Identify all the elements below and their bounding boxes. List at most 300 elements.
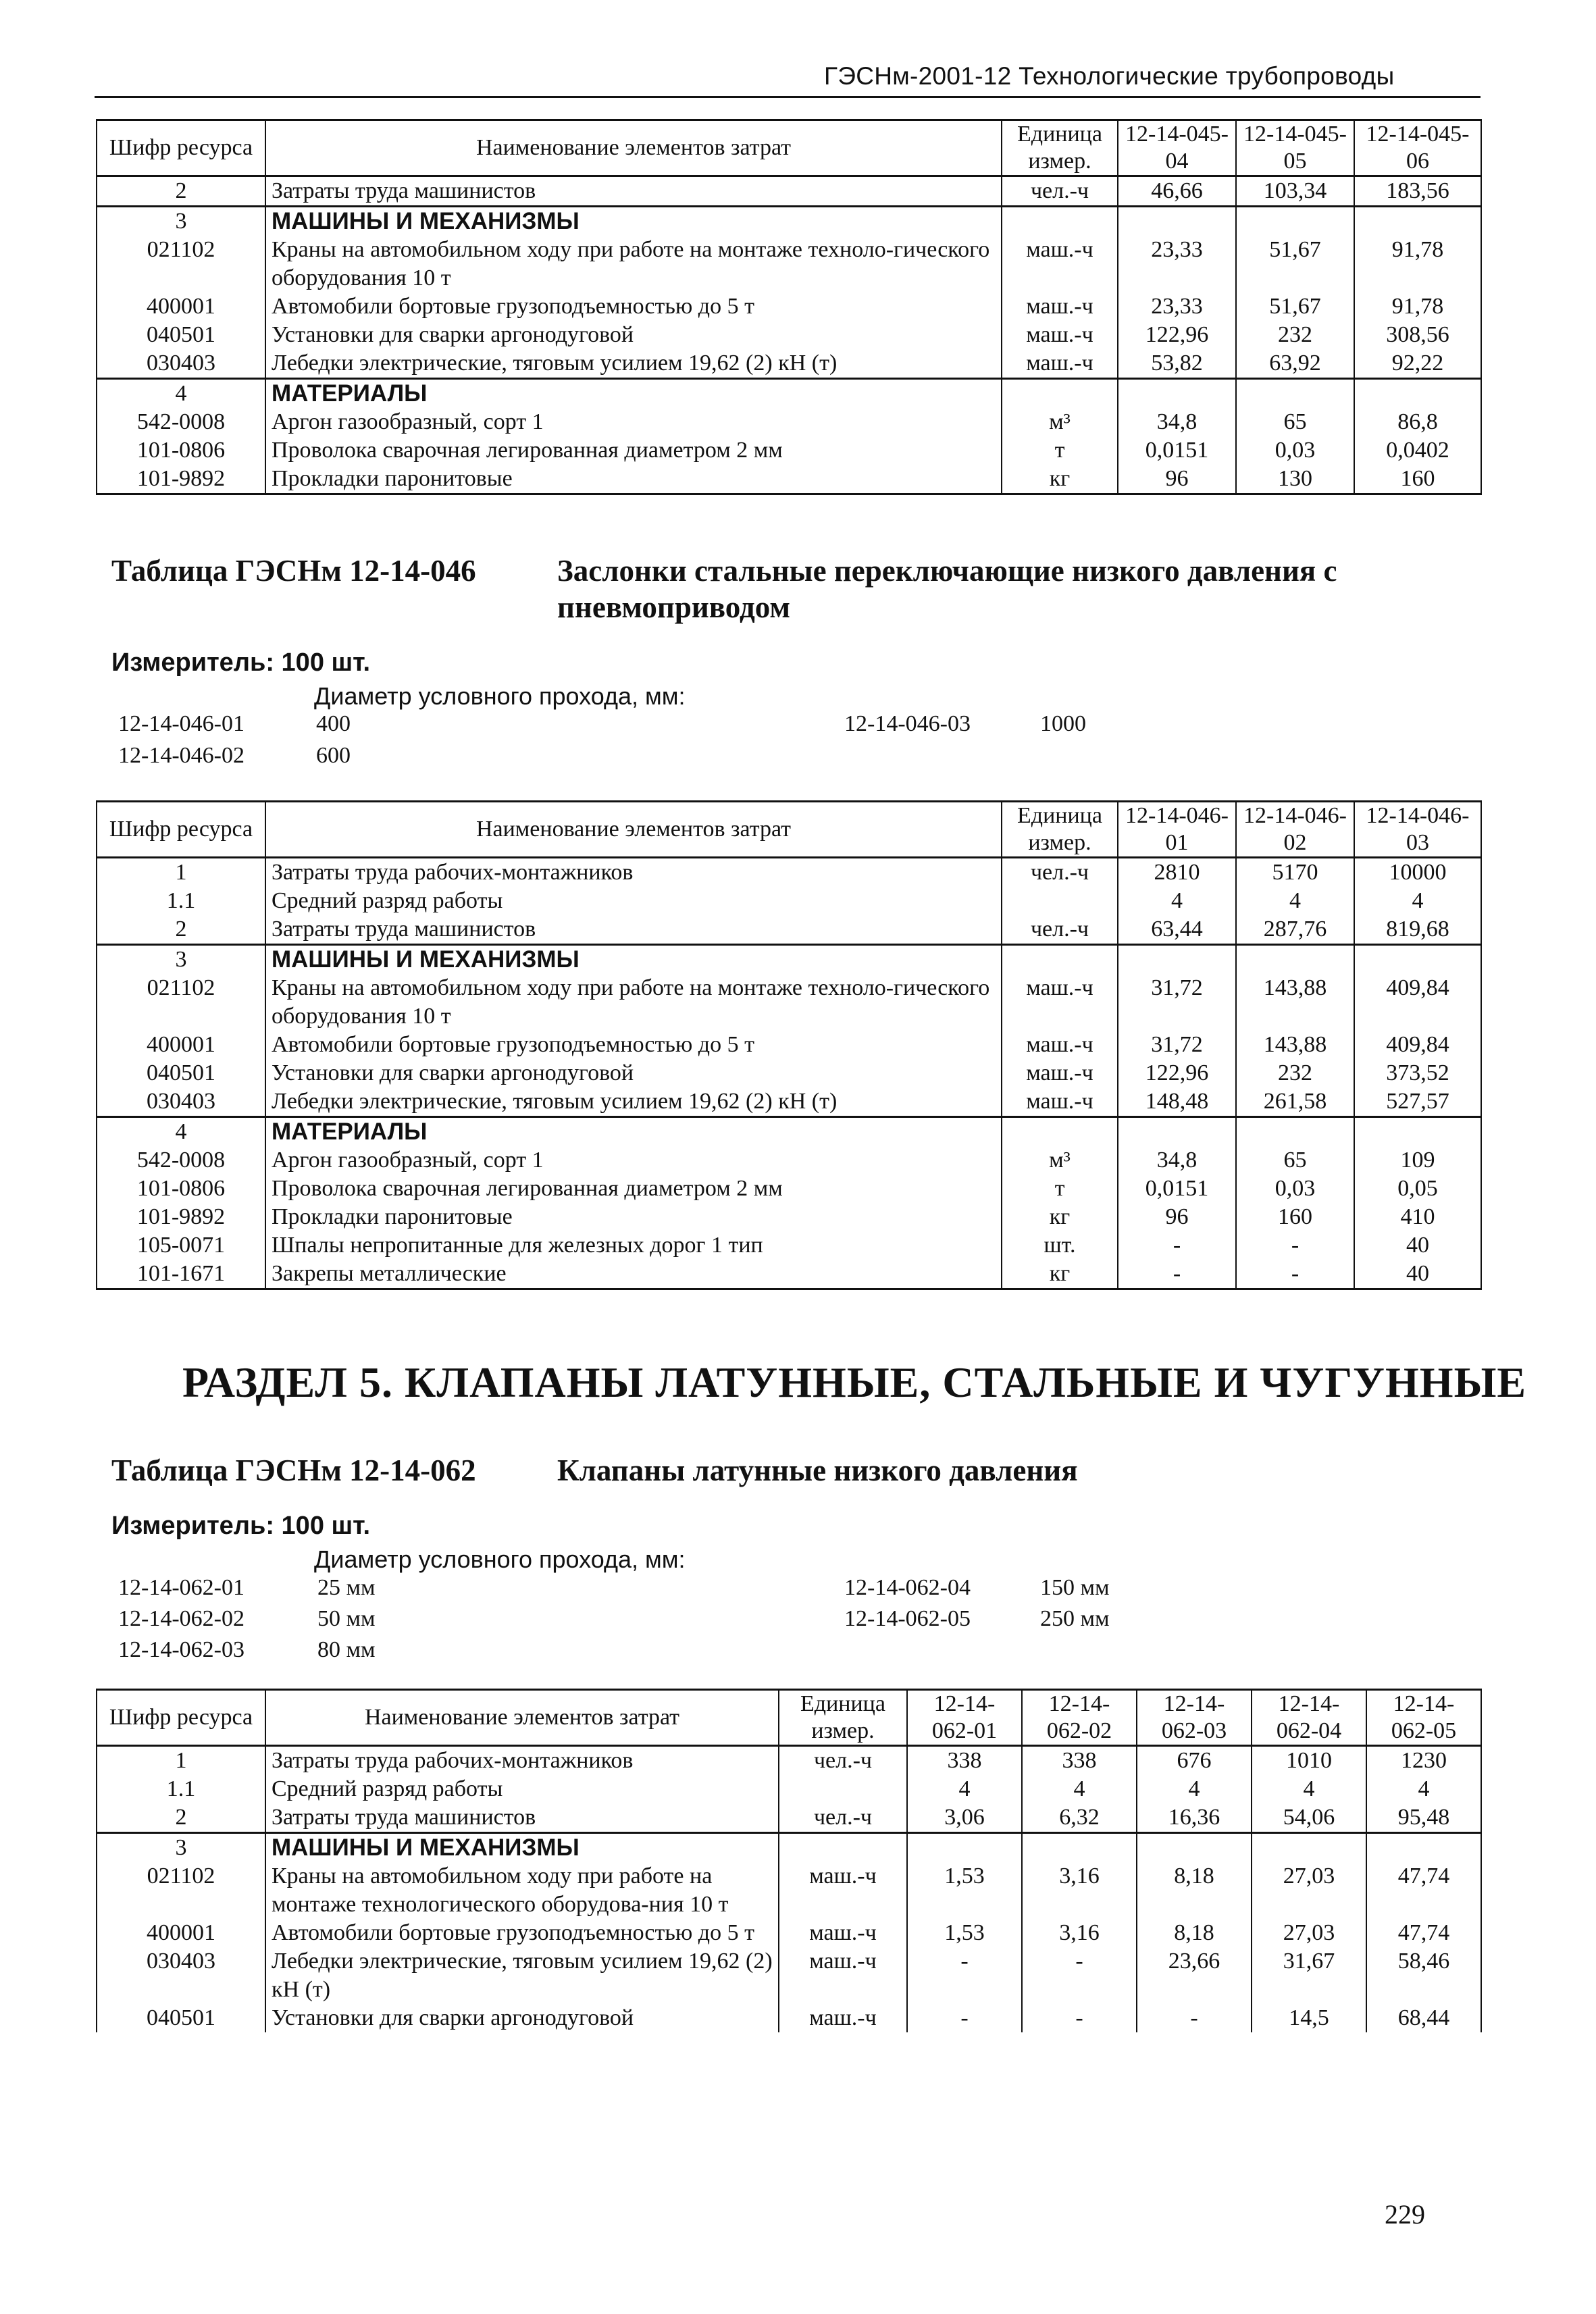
cell-value: 122,96 [1118, 1059, 1236, 1087]
cell-unit [779, 1775, 907, 1803]
cell-unit: маш.-ч [779, 1919, 907, 1947]
cell-unit: т [1002, 1175, 1118, 1203]
cell-code: 542-0008 [97, 1146, 265, 1175]
table-row [97, 321, 1481, 349]
cell-name: Краны на автомобильном ходу при работе на монтаже технологического оборудова-ния 10 т [265, 1862, 779, 1919]
cell-value [1252, 1833, 1366, 1863]
cell-code: 101-9892 [97, 1203, 265, 1231]
cell-value: 96 [1118, 1203, 1236, 1231]
table-row [97, 2004, 1481, 2032]
cell-value [1354, 379, 1481, 409]
table-row [97, 887, 1481, 915]
cell-value [1022, 1833, 1137, 1863]
code-line [844, 711, 971, 737]
cell-value: 27,03 [1252, 1862, 1366, 1919]
cell-value: 5170 [1236, 858, 1354, 888]
cell-value: 4 [907, 1775, 1022, 1803]
cell-value: 86,8 [1354, 408, 1481, 436]
cell-unit: маш.-ч [779, 2004, 907, 2032]
cell-value: 65 [1236, 408, 1354, 436]
cell-value: 819,68 [1354, 915, 1481, 945]
cell-code: 101-0806 [97, 1175, 265, 1203]
cell-unit [1002, 207, 1118, 236]
table-row [97, 176, 1481, 207]
cell-value: 676 [1137, 1746, 1252, 1776]
cell-value: 47,74 [1366, 1919, 1481, 1947]
cell-value: 6,32 [1022, 1803, 1137, 1833]
cell-unit: кг [1002, 1260, 1118, 1289]
cell-value: 51,67 [1236, 292, 1354, 321]
cell-value: 1,53 [907, 1919, 1022, 1947]
cell-value: 14,5 [1252, 2004, 1366, 2032]
cell-value [1118, 207, 1236, 236]
cell-value [1236, 207, 1354, 236]
code: 12-14-046-01 [118, 711, 244, 736]
cell-value: 4 [1137, 1775, 1252, 1803]
cell-value: 91,78 [1354, 292, 1481, 321]
code-value: 50 мм [317, 1606, 376, 1631]
cell-code: 021102 [97, 236, 265, 292]
cell-value: 0,03 [1236, 436, 1354, 465]
table-062-measure [111, 1512, 370, 1541]
cell-unit: чел.-ч [779, 1746, 907, 1776]
cell-value: 308,56 [1354, 321, 1481, 349]
cell-value [1118, 1117, 1236, 1147]
cell-name: МАШИНЫ И МЕХАНИЗМЫ [265, 945, 1002, 975]
cell-value: 8,18 [1137, 1862, 1252, 1919]
cell-name: Проволока сварочная легированная диаметром 2 мм [265, 1175, 1002, 1203]
code: 12-14-062-05 [844, 1606, 971, 1631]
cell-code: 400001 [97, 292, 265, 321]
column-header-col: 12-14-046-01 [1118, 802, 1236, 858]
cell-value: 4 [1354, 887, 1481, 915]
cell-value: 261,58 [1236, 1087, 1354, 1117]
cell-value: 34,8 [1118, 1146, 1236, 1175]
column-header-name: Наименование элементов затрат [265, 802, 1002, 858]
column-header-col: 12-14-045-05 [1236, 120, 1354, 176]
cell-unit: маш.-ч [1002, 1087, 1118, 1117]
cell-value [1236, 945, 1354, 975]
cell-value: 40 [1354, 1231, 1481, 1260]
cell-value [1118, 379, 1236, 409]
cell-value: 1230 [1366, 1746, 1481, 1776]
cell-value: 103,34 [1236, 176, 1354, 207]
cell-value: 58,46 [1366, 1947, 1481, 2004]
cell-value: 96 [1118, 465, 1236, 494]
cell-value: 46,66 [1118, 176, 1236, 207]
table-row [97, 436, 1481, 465]
table-046-title [111, 552, 1496, 625]
table-046-label: Таблица ГЭСНм 12-14-046 [111, 554, 476, 588]
code-value: 80 мм [317, 1637, 376, 1662]
cell-unit: м³ [1002, 1146, 1118, 1175]
cell-value: 0,0402 [1354, 436, 1481, 465]
cell-unit: чел.-ч [1002, 858, 1118, 888]
cell-name: Краны на автомобильном ходу при работе на монтаже техноло-гического оборудования 10 т [265, 974, 1002, 1031]
column-header-col: 12-14-062-01 [907, 1690, 1022, 1746]
code-value: 150 мм [1040, 1575, 1110, 1600]
table-row [97, 1919, 1481, 1947]
cell-value: 54,06 [1252, 1803, 1366, 1833]
cell-value: 160 [1354, 465, 1481, 494]
cell-code: 3 [97, 207, 265, 236]
cell-value [1366, 1833, 1481, 1863]
table-row [97, 207, 1481, 236]
cell-value: 63,44 [1118, 915, 1236, 945]
cell-value: - [1022, 2004, 1137, 2032]
cell-code: 400001 [97, 1919, 265, 1947]
page-header: ГЭСНм-2001-12 Технологические трубопроводы [824, 62, 1395, 90]
measure-label: Измеритель: [111, 1512, 274, 1540]
cell-name: Шпалы непропитанные для железных дорог 1 тип [265, 1231, 1002, 1260]
cell-code: 1.1 [97, 1775, 265, 1803]
cell-value: 34,8 [1118, 408, 1236, 436]
cell-unit: маш.-ч [779, 1947, 907, 2004]
cell-unit: маш.-ч [1002, 321, 1118, 349]
cell-value: 287,76 [1236, 915, 1354, 945]
table-row [97, 1031, 1481, 1059]
table-row [97, 1117, 1481, 1147]
cell-value: 338 [907, 1746, 1022, 1776]
cell-value: - [1236, 1231, 1354, 1260]
cell-value: 4 [1118, 887, 1236, 915]
column-header-code: Шифр ресурса [97, 802, 265, 858]
table-062 [96, 1689, 1482, 2032]
cell-value: 122,96 [1118, 321, 1236, 349]
table-row [97, 1833, 1481, 1863]
cell-code: 1 [97, 858, 265, 888]
cell-value: 65 [1236, 1146, 1354, 1175]
table-row [97, 974, 1481, 1031]
cell-value [1354, 207, 1481, 236]
cell-name: Затраты труда рабочих-монтажников [265, 858, 1002, 888]
cell-value: - [1137, 2004, 1252, 2032]
cell-name: Прокладки паронитовые [265, 465, 1002, 494]
cell-value [1236, 379, 1354, 409]
cell-value [1236, 1117, 1354, 1147]
cell-value: 1,53 [907, 1862, 1022, 1919]
cell-value: 0,0151 [1118, 1175, 1236, 1203]
cell-value [1354, 945, 1481, 975]
cell-value: 95,48 [1366, 1803, 1481, 1833]
cell-value [1137, 1833, 1252, 1863]
column-header-col: 12-14-046-02 [1236, 802, 1354, 858]
table-046-name: Заслонки стальные переключающие низкого давления с пневмоприводом [557, 554, 1337, 624]
cell-unit [1002, 379, 1118, 409]
cell-name: МАТЕРИАЛЫ [265, 1117, 1002, 1147]
cell-value: 410 [1354, 1203, 1481, 1231]
cell-code: 040501 [97, 1059, 265, 1087]
cell-name: Затраты труда машинистов [265, 176, 1002, 207]
cell-value: 0,0151 [1118, 436, 1236, 465]
cell-name: Лебедки электрические, тяговым усилием 19,62 (2) кН (т) [265, 1087, 1002, 1117]
cell-value: 3,16 [1022, 1862, 1137, 1919]
cell-value: - [1118, 1231, 1236, 1260]
cell-code: 2 [97, 915, 265, 945]
cell-name: Установки для сварки аргонодуговой [265, 321, 1002, 349]
cell-value: 183,56 [1354, 176, 1481, 207]
cell-value: 47,74 [1366, 1862, 1481, 1919]
cell-value: 68,44 [1366, 2004, 1481, 2032]
table-row [97, 292, 1481, 321]
code: 12-14-062-02 [118, 1606, 244, 1631]
cell-code: 040501 [97, 321, 265, 349]
page-number: 229 [1385, 2199, 1425, 2230]
table-header-row [97, 802, 1481, 858]
cell-value: 31,72 [1118, 1031, 1236, 1059]
cell-code: 2 [97, 1803, 265, 1833]
cell-value: 160 [1236, 1203, 1354, 1231]
code: 12-14-062-04 [844, 1575, 971, 1600]
cell-value: 40 [1354, 1260, 1481, 1289]
column-header-code: Шифр ресурса [97, 120, 265, 176]
cell-code: 1 [97, 1746, 265, 1776]
cell-code: 105-0071 [97, 1231, 265, 1260]
table-062-label: Таблица ГЭСНм 12-14-062 [111, 1454, 476, 1487]
code: 12-14-062-03 [118, 1637, 244, 1662]
cell-value: 143,88 [1236, 1031, 1354, 1059]
cell-value: 0,03 [1236, 1175, 1354, 1203]
cell-value [1118, 945, 1236, 975]
column-header-col: 12-14-046-03 [1354, 802, 1481, 858]
cell-unit: маш.-ч [1002, 974, 1118, 1031]
column-header-col: 12-14-062-03 [1137, 1690, 1252, 1746]
cell-code: 040501 [97, 2004, 265, 2032]
table-row [97, 1175, 1481, 1203]
cell-unit [1002, 887, 1118, 915]
cell-code: 101-1671 [97, 1260, 265, 1289]
cell-code: 1.1 [97, 887, 265, 915]
code-value: 400 [316, 711, 351, 736]
cell-code: 542-0008 [97, 408, 265, 436]
table-row [97, 1947, 1481, 2004]
code-line [118, 711, 244, 737]
cell-name: Закрепы металлические [265, 1260, 1002, 1289]
cell-name: Затраты труда рабочих-монтажников [265, 1746, 779, 1776]
cell-unit: маш.-ч [1002, 236, 1118, 292]
cell-value: 232 [1236, 1059, 1354, 1087]
cell-value: - [907, 2004, 1022, 2032]
cell-value: 4 [1236, 887, 1354, 915]
cell-value: 1010 [1252, 1746, 1366, 1776]
column-header-name: Наименование элементов затрат [265, 120, 1002, 176]
cell-value: 232 [1236, 321, 1354, 349]
diameter-caption: Диаметр условного прохода, мм: [314, 682, 686, 710]
table-046-measure [111, 648, 370, 677]
cell-value: 409,84 [1354, 1031, 1481, 1059]
code-value: 1000 [1040, 711, 1086, 736]
table-row [97, 1146, 1481, 1175]
table-row [97, 1775, 1481, 1803]
column-header-col: 12-14-062-02 [1022, 1690, 1137, 1746]
cell-value: 53,82 [1118, 349, 1236, 379]
cell-value: 27,03 [1252, 1919, 1366, 1947]
cell-code: 400001 [97, 1031, 265, 1059]
cell-name: Лебедки электрические, тяговым усилием 19,62 (2) кН (т) [265, 349, 1002, 379]
header-rule [95, 96, 1481, 98]
cell-unit: кг [1002, 1203, 1118, 1231]
cell-name: МАШИНЫ И МЕХАНИЗМЫ [265, 207, 1002, 236]
cell-name: Затраты труда машинистов [265, 1803, 779, 1833]
cell-name: Средний разряд работы [265, 887, 1002, 915]
cell-value: 0,05 [1354, 1175, 1481, 1203]
cell-name: МАШИНЫ И МЕХАНИЗМЫ [265, 1833, 779, 1863]
cell-value: 4 [1252, 1775, 1366, 1803]
cell-name: Аргон газообразный, сорт 1 [265, 408, 1002, 436]
cell-code: 030403 [97, 1947, 265, 2004]
table-062-name: Клапаны латунные низкого давления [557, 1454, 1078, 1487]
cell-value: 8,18 [1137, 1919, 1252, 1947]
cell-name: Затраты труда машинистов [265, 915, 1002, 945]
cell-code: 3 [97, 1833, 265, 1863]
cell-name: Автомобили бортовые грузоподъемностью до 5 т [265, 1919, 779, 1947]
table-row [97, 1803, 1481, 1833]
cell-value: - [1022, 1947, 1137, 2004]
cell-code: 101-9892 [97, 465, 265, 494]
column-header-name: Наименование элементов затрат [265, 1690, 779, 1746]
cell-code: 4 [97, 1117, 265, 1147]
cell-unit: маш.-ч [1002, 1031, 1118, 1059]
cell-name: Установки для сварки аргонодуговой [265, 1059, 1002, 1087]
cell-name: Аргон газообразный, сорт 1 [265, 1146, 1002, 1175]
table-row [97, 1087, 1481, 1117]
table-header-row [97, 1690, 1481, 1746]
cell-value: 3,06 [907, 1803, 1022, 1833]
cell-value: 143,88 [1236, 974, 1354, 1031]
column-header-unit: Единица измер. [779, 1690, 907, 1746]
table-row [97, 1059, 1481, 1087]
cell-value: 31,72 [1118, 974, 1236, 1031]
cell-value: - [907, 1947, 1022, 2004]
cell-value: 63,92 [1236, 349, 1354, 379]
table-row [97, 1203, 1481, 1231]
cell-name: Установки для сварки аргонодуговой [265, 2004, 779, 2032]
cell-unit [779, 1833, 907, 1863]
cell-value: 23,66 [1137, 1947, 1252, 2004]
code-value: 600 [316, 743, 351, 768]
code-value: 250 мм [1040, 1606, 1110, 1631]
cell-value: 409,84 [1354, 974, 1481, 1031]
column-header-col: 12-14-045-06 [1354, 120, 1481, 176]
table-row [97, 349, 1481, 379]
cell-unit [1002, 945, 1118, 975]
cell-unit: маш.-ч [1002, 292, 1118, 321]
table-row [97, 915, 1481, 945]
cell-name: Автомобили бортовые грузоподъемностью до 5 т [265, 292, 1002, 321]
cell-value: 51,67 [1236, 236, 1354, 292]
cell-value [1354, 1117, 1481, 1147]
table-row [97, 945, 1481, 975]
code: 12-14-046-02 [118, 743, 244, 768]
column-header-unit: Единица измер. [1002, 802, 1118, 858]
table-header-row [97, 120, 1481, 176]
column-header-unit: Единица измер. [1002, 120, 1118, 176]
code-line [118, 743, 244, 769]
cell-value: 92,22 [1354, 349, 1481, 379]
column-header-col: 12-14-062-04 [1252, 1690, 1366, 1746]
cell-name: Автомобили бортовые грузоподъемностью до 5 т [265, 1031, 1002, 1059]
diameter-caption: Диаметр условного прохода, мм: [314, 1545, 686, 1573]
cell-value: - [1236, 1260, 1354, 1289]
table-row [97, 1746, 1481, 1776]
cell-code: 101-0806 [97, 436, 265, 465]
measure-value: 100 шт. [281, 1512, 371, 1540]
cell-code: 4 [97, 379, 265, 409]
cell-value: 2810 [1118, 858, 1236, 888]
cell-code: 021102 [97, 1862, 265, 1919]
cell-value: 4 [1022, 1775, 1137, 1803]
cell-unit: маш.-ч [779, 1862, 907, 1919]
cell-code: 021102 [97, 974, 265, 1031]
cell-code: 3 [97, 945, 265, 975]
table-row [97, 465, 1481, 494]
cell-value: 109 [1354, 1146, 1481, 1175]
cell-name: Средний разряд работы [265, 1775, 779, 1803]
measure-value: 100 шт. [281, 648, 371, 677]
table-row [97, 379, 1481, 409]
cell-unit [1002, 1117, 1118, 1147]
cell-value: 148,48 [1118, 1087, 1236, 1117]
table-row [97, 408, 1481, 436]
cell-name: Краны на автомобильном ходу при работе на монтаже техноло-гического оборудования 10 т [265, 236, 1002, 292]
table-row [97, 858, 1481, 888]
column-header-col: 12-14-045-04 [1118, 120, 1236, 176]
table-046 [96, 800, 1482, 1290]
cell-value: 4 [1366, 1775, 1481, 1803]
cell-value [907, 1833, 1022, 1863]
cell-value: 31,67 [1252, 1947, 1366, 2004]
table-row [97, 1862, 1481, 1919]
cell-value: 16,36 [1137, 1803, 1252, 1833]
cell-value: 91,78 [1354, 236, 1481, 292]
cell-name: Лебедки электрические, тяговым усилием 19,62 (2) кН (т) [265, 1947, 779, 2004]
cell-unit: шт. [1002, 1231, 1118, 1260]
table-row [97, 1260, 1481, 1289]
cell-unit: чел.-ч [1002, 915, 1118, 945]
code: 12-14-046-03 [844, 711, 971, 736]
cell-unit: маш.-ч [1002, 349, 1118, 379]
cell-unit: маш.-ч [1002, 1059, 1118, 1087]
cell-code: 030403 [97, 1087, 265, 1117]
cell-name: Проволока сварочная легированная диаметром 2 мм [265, 436, 1002, 465]
cell-unit: т [1002, 436, 1118, 465]
cell-code: 030403 [97, 349, 265, 379]
section-title: РАЗДЕЛ 5. КЛАПАНЫ ЛАТУННЫЕ, СТАЛЬНЫЕ И ЧУГУННЫЕ [182, 1358, 1527, 1406]
cell-value: 3,16 [1022, 1919, 1137, 1947]
table-row [97, 1231, 1481, 1260]
table-045 [96, 119, 1482, 495]
table-062-title [111, 1452, 1496, 1489]
cell-value: 130 [1236, 465, 1354, 494]
cell-value: 338 [1022, 1746, 1137, 1776]
measure-label: Измеритель: [111, 648, 274, 677]
cell-value: 373,52 [1354, 1059, 1481, 1087]
cell-value: - [1118, 1260, 1236, 1289]
cell-unit: чел.-ч [1002, 176, 1118, 207]
cell-value: 10000 [1354, 858, 1481, 888]
cell-value: 23,33 [1118, 292, 1236, 321]
cell-unit: м³ [1002, 408, 1118, 436]
column-header-code: Шифр ресурса [97, 1690, 265, 1746]
code: 12-14-062-01 [118, 1575, 244, 1600]
cell-name: МАТЕРИАЛЫ [265, 379, 1002, 409]
cell-code: 2 [97, 176, 265, 207]
cell-unit: кг [1002, 465, 1118, 494]
cell-value: 527,57 [1354, 1087, 1481, 1117]
cell-unit: чел.-ч [779, 1803, 907, 1833]
table-row [97, 236, 1481, 292]
column-header-col: 12-14-062-05 [1366, 1690, 1481, 1746]
